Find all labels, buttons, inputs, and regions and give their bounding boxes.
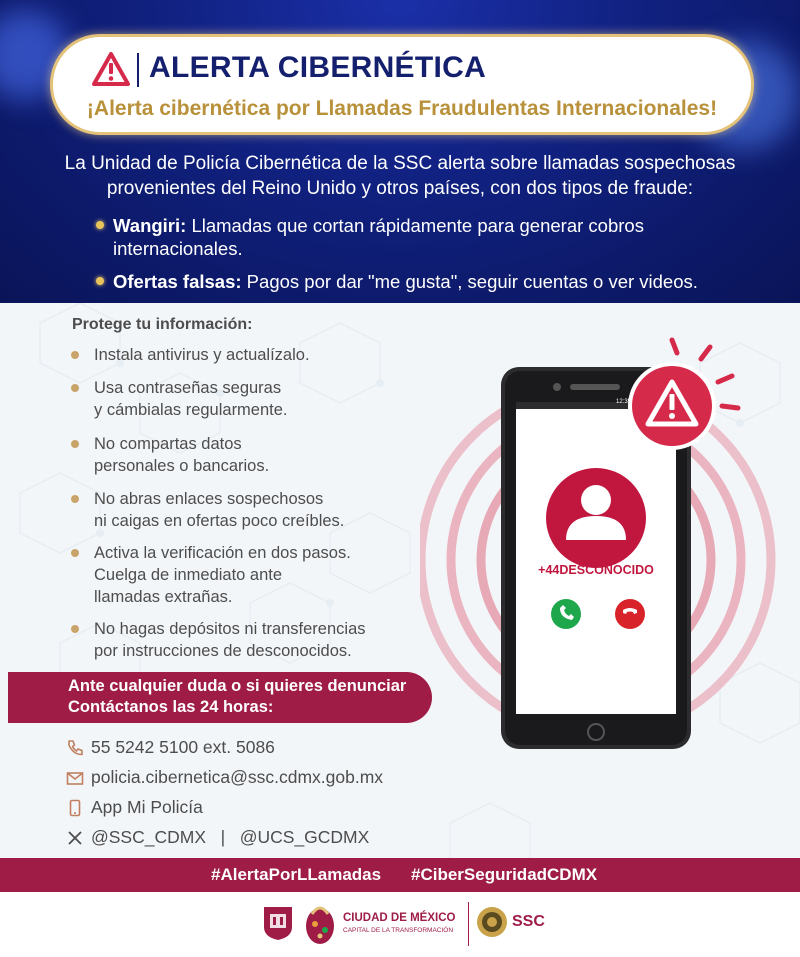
tip-text: llamadas extrañas. — [94, 588, 233, 606]
protect-title: Protege tu información: — [72, 316, 253, 333]
tip-text: Activa la verificación en dos pasos. — [94, 544, 351, 562]
fraud-type-name: Wangiri: — [113, 215, 187, 236]
x-social-icon — [66, 829, 84, 847]
fraud-type-description: Llamadas que cortan rápidamente para generar cobros — [186, 215, 644, 236]
tip-item — [94, 618, 424, 662]
bullet-icon — [71, 351, 79, 359]
hashtag[interactable]: #AlertaPorLLamadas — [211, 865, 382, 884]
tip-item — [94, 377, 424, 421]
bullet-icon — [71, 549, 79, 557]
contact-banner-line: Contáctanos las 24 horas: — [68, 698, 274, 716]
cdmx-shield-logo — [262, 905, 294, 941]
tip-item — [94, 344, 424, 366]
intro-text — [30, 151, 770, 201]
fraud-type-item — [96, 270, 746, 293]
fraud-type-item — [96, 214, 746, 260]
contact-banner — [8, 672, 432, 723]
title-divider — [137, 53, 139, 87]
tip-text: Usa contraseñas seguras — [94, 379, 282, 397]
phone-graphic — [420, 330, 800, 770]
warning-icon — [91, 51, 131, 87]
footer-logos — [0, 892, 800, 957]
bullet-icon — [71, 440, 79, 448]
smartphone-icon — [66, 799, 84, 817]
tip-item — [94, 542, 424, 608]
tip-text: por instrucciones de desconocidos. — [94, 642, 352, 660]
logo-divider — [468, 902, 469, 946]
intro-line: La Unidad de Policía Cibernética de la SSC alerta sobre llamadas sospechosas — [64, 153, 736, 174]
intro-line: provenientes del Reino Unido y otros países, con dos tipos de fraude: — [106, 178, 694, 199]
email-icon — [66, 769, 84, 787]
cdmx-transformation-emblem — [302, 900, 338, 946]
tip-item — [94, 433, 424, 477]
contact-social[interactable]: @SSC_CDMX | @UCS_GCDMX — [91, 827, 370, 847]
tip-text: personales o bancarios. — [94, 457, 270, 475]
tip-item — [94, 488, 424, 532]
contact-banner-line: Ante cualquier duda o si quieres denunciar — [68, 677, 407, 695]
contact-app[interactable]: App Mi Policía — [91, 797, 203, 817]
fraud-type-description: Pagos por dar "me gusta", seguir cuentas o ver videos. — [241, 271, 698, 292]
page-subtitle: ¡Alerta cibernética por Llamadas Fraudulentas Internacionales! — [86, 97, 718, 120]
ssc-badge-logo — [476, 906, 508, 938]
bullet-icon — [96, 221, 104, 229]
bullet-icon — [96, 277, 104, 285]
tip-text: Instala antivirus y actualízalo. — [94, 346, 310, 364]
tip-text: No abras enlaces sospechosos — [94, 490, 324, 508]
caller-id: +44DESCONOCIDO — [538, 563, 654, 577]
hashtag[interactable]: #CiberSeguridadCDMX — [411, 865, 598, 884]
cdmx-slogan: CAPITAL DE LA TRANSFORMACIÓN — [343, 927, 454, 934]
page-title: ALERTA CIBERNÉTICA — [149, 51, 487, 84]
alert-title-banner — [50, 34, 754, 135]
hashtag-bar — [0, 858, 800, 892]
phone-status-time: 12:35 — [616, 399, 632, 405]
cdmx-name: CIUDAD DE MÉXICO — [343, 912, 456, 924]
contact-phone[interactable]: 55 5242 5100 ext. 5086 — [91, 737, 275, 757]
fraud-type-name: Ofertas falsas: — [113, 271, 242, 292]
bullet-icon — [71, 625, 79, 633]
tip-text: y cámbialas regularmente. — [94, 401, 288, 419]
bullet-icon — [71, 384, 79, 392]
tip-text: No hagas depósitos ni transferencias — [94, 620, 366, 638]
contact-email[interactable]: policia.cibernetica@ssc.cdmx.gob.mx — [91, 767, 384, 787]
fraud-type-description: internacionales. — [113, 238, 243, 259]
phone-icon — [66, 739, 84, 757]
phone-illustration — [420, 330, 800, 770]
tip-text: No compartas datos — [94, 435, 242, 453]
bullet-icon — [71, 495, 79, 503]
ssc-name: SSC — [512, 913, 545, 930]
tip-text: Cuelga de inmediato ante — [94, 566, 283, 584]
tip-text: ni caigas en ofertas poco creíbles. — [94, 512, 345, 530]
